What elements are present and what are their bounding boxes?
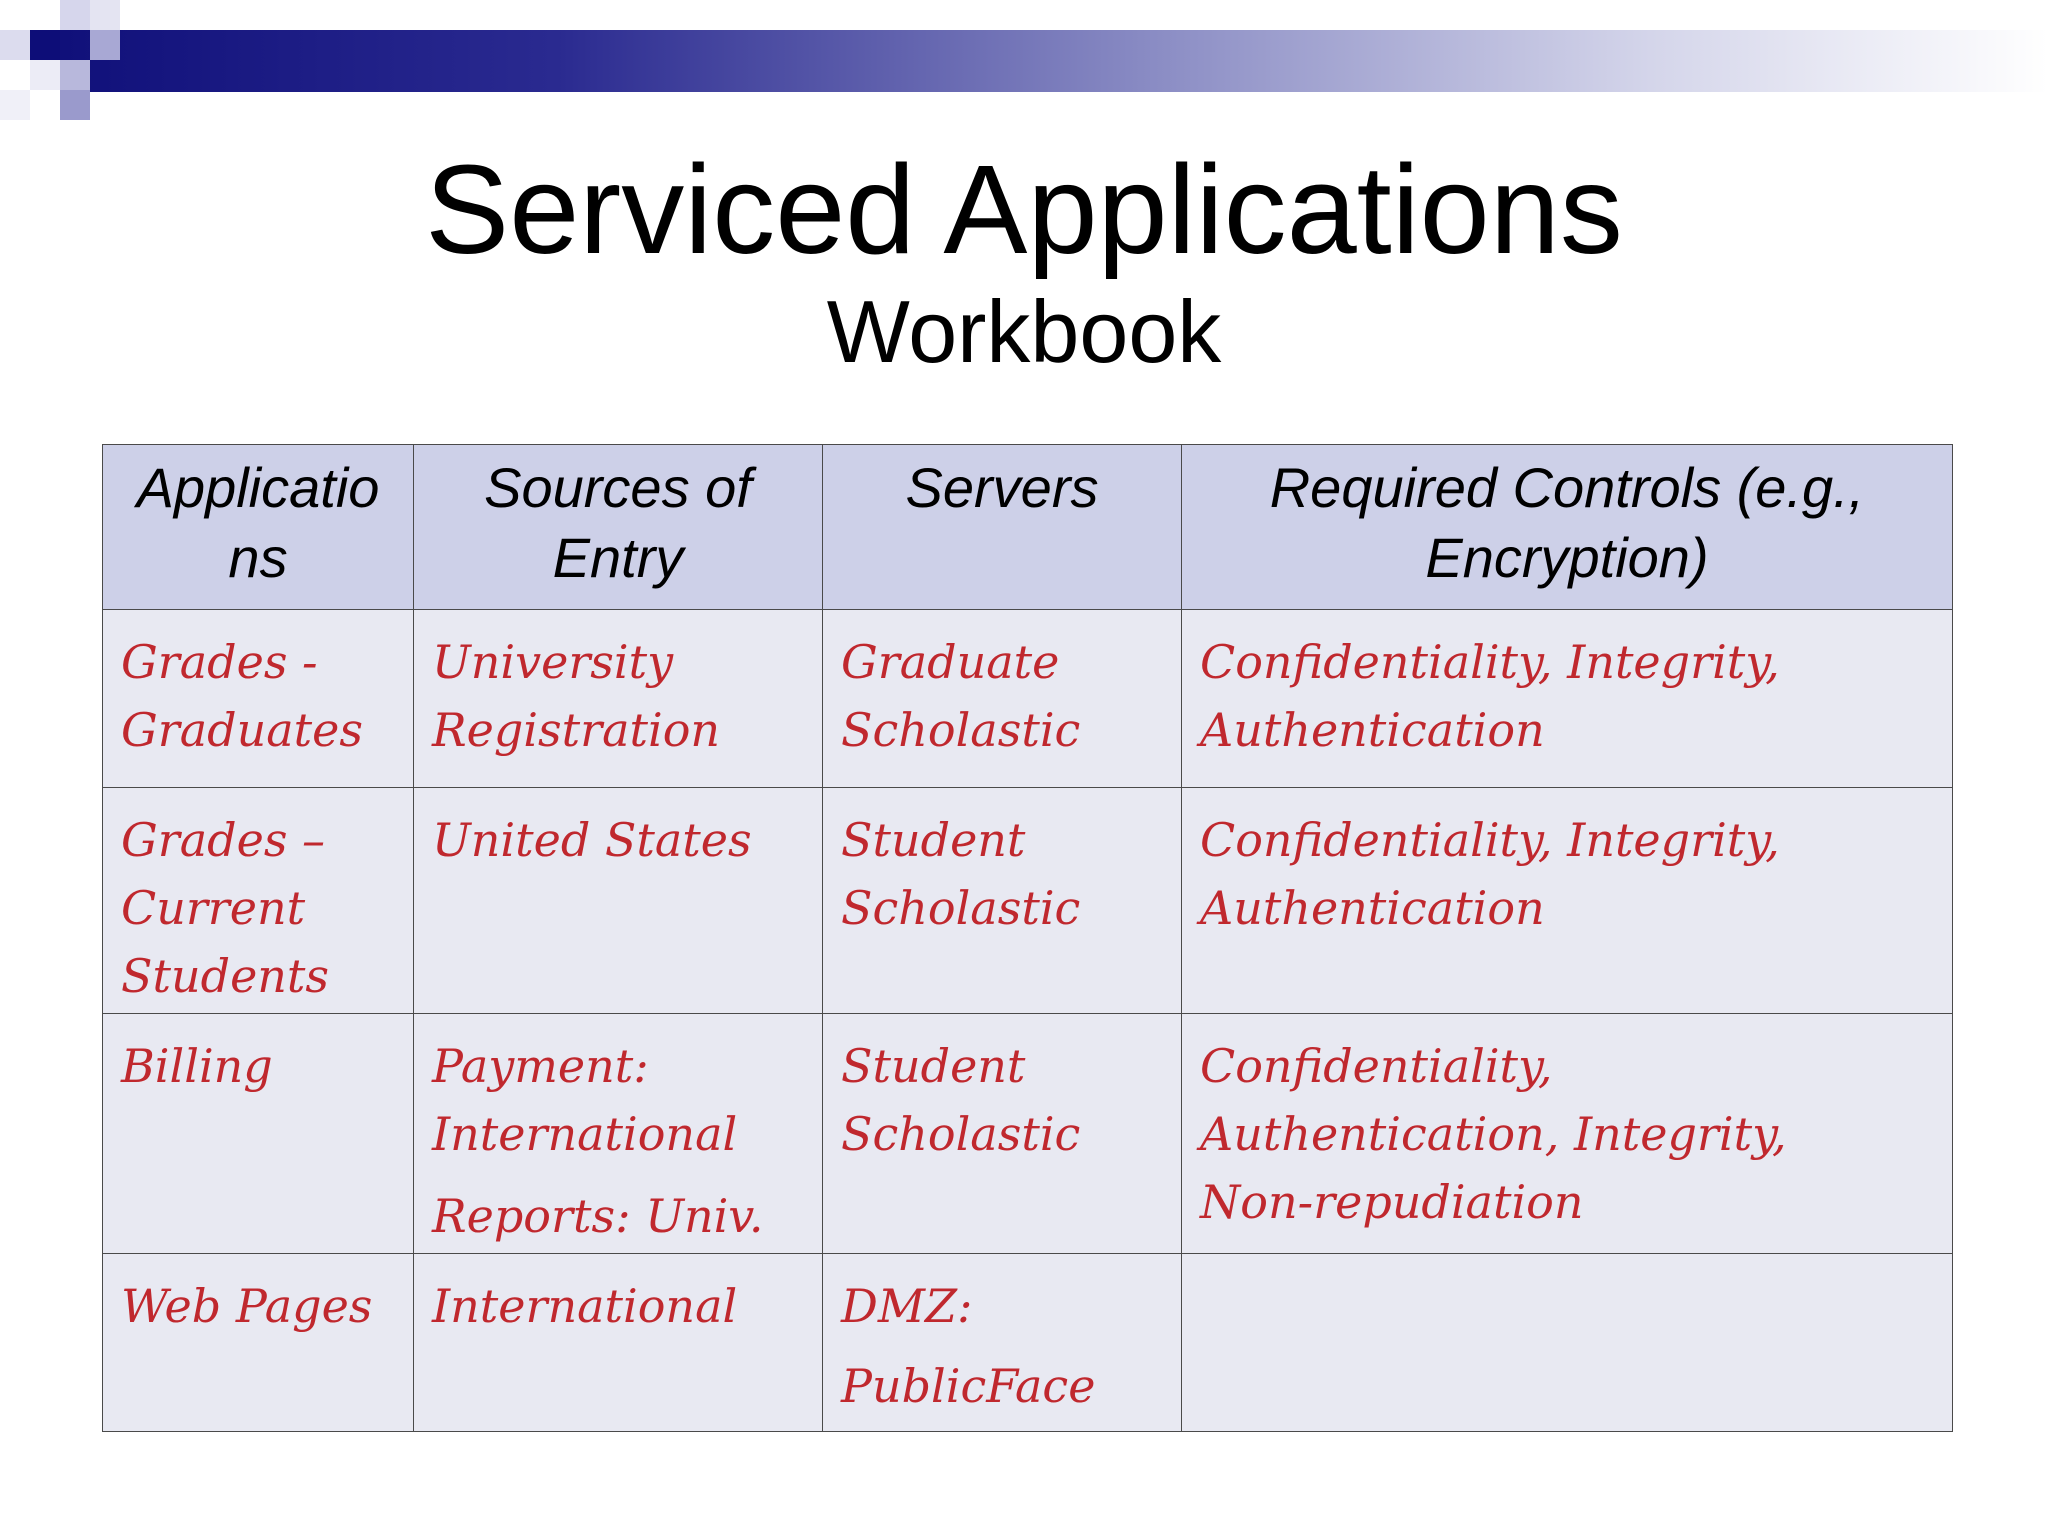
cell-controls (1182, 1254, 1953, 1432)
cell-controls: Confidentiality, Authentication, Integrity, Non-repudiation (1182, 1014, 1953, 1254)
table-row (103, 788, 1953, 1014)
cell-server: Student Scholastic (823, 1014, 1182, 1254)
cell-application: Grades – Current Students (103, 788, 414, 1014)
deco-square (30, 60, 60, 90)
deco-square (0, 30, 30, 60)
deco-square (30, 30, 60, 60)
header-required-controls: Required Controls (e.g., Encryption) (1182, 445, 1953, 610)
cell-controls: Confidentiality, Integrity, Authentication (1182, 788, 1953, 1014)
cell-server: DMZ: PublicFace (823, 1254, 1182, 1432)
header-sources-of-entry: Sources of Entry (414, 445, 823, 610)
deco-square (0, 0, 30, 30)
title-area (0, 140, 2048, 384)
header-servers: Servers (823, 445, 1182, 610)
header-applications: Applicatio ns (103, 445, 414, 610)
cell-application: Grades - Graduates (103, 610, 414, 788)
cell-source: Payment: International Reports: Univ. (414, 1014, 823, 1254)
cell-source: United States (414, 788, 823, 1014)
cell-source: International (414, 1254, 823, 1432)
header-row (103, 445, 1953, 610)
workbook-table (102, 444, 1953, 1432)
cell-server: Student Scholastic (823, 788, 1182, 1014)
deco-square (60, 90, 90, 120)
table-row (103, 610, 1953, 788)
table-row (103, 1254, 1953, 1432)
cell-controls: Confidentiality, Integrity, Authentication (1182, 610, 1953, 788)
deco-square (60, 60, 90, 90)
gradient-bar (60, 30, 2048, 92)
deco-square (90, 0, 120, 30)
deco-square (90, 30, 120, 60)
cell-source: University Registration (414, 610, 823, 788)
deco-square (0, 90, 30, 120)
cell-application: Billing (103, 1014, 414, 1254)
title-decoration-band (0, 0, 2048, 130)
cell-application: Web Pages (103, 1254, 414, 1432)
deco-square (60, 0, 90, 30)
table-row (103, 1014, 1953, 1254)
cell-server: Graduate Scholastic (823, 610, 1182, 788)
slide-title: Serviced Applications (425, 139, 1623, 280)
slide-subtitle: Workbook (826, 282, 1222, 381)
